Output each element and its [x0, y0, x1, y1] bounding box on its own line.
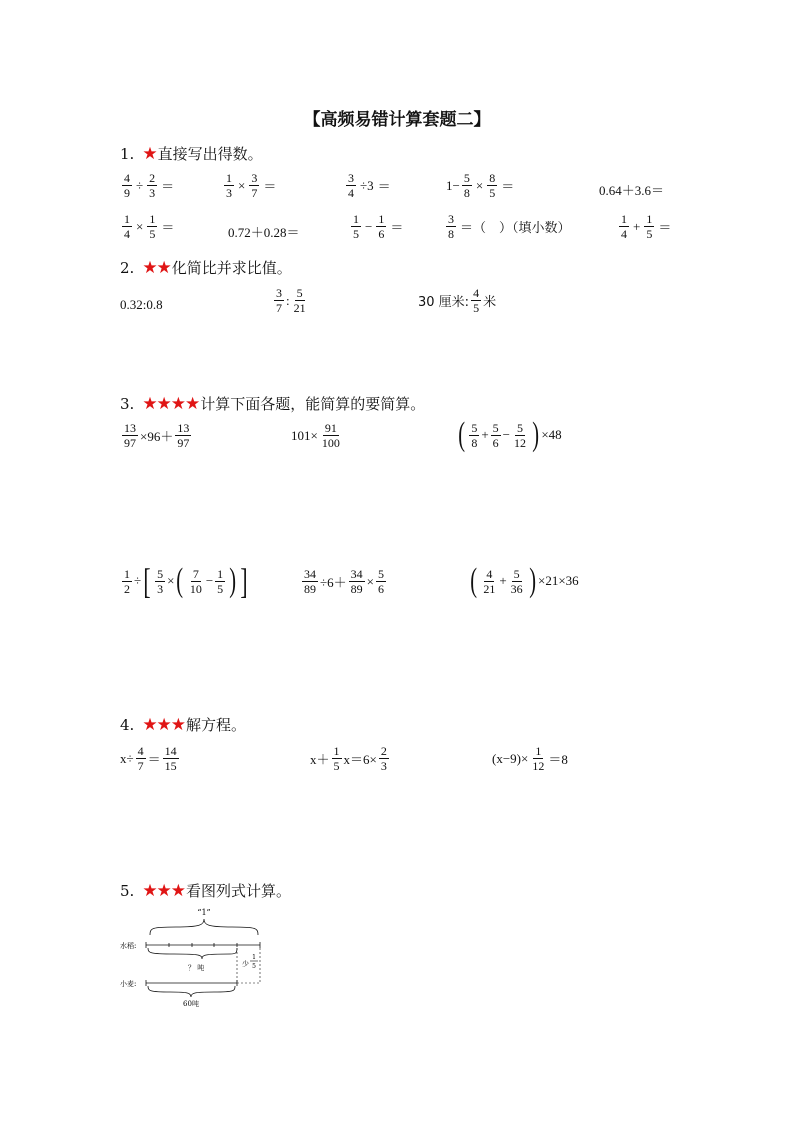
difficulty-stars: ★★ [142, 257, 171, 278]
equation-4-1: x÷ $\frac{4}{7}$ ＝ $\frac{14}{15}$ [120, 744, 177, 773]
wheat-label: 小麦: [120, 980, 137, 988]
calc-3-5: $\frac{34}{89}$ ÷6＋ $\frac{34}{89}$ × $\frac{5}{6}$ [304, 567, 384, 596]
section-number: 2. [120, 258, 135, 277]
section-instruction: 直接写出得数。 [157, 145, 263, 163]
calc-3-4: $\frac{1}{2}$ ÷ [ $\frac{5}{3}$ × ( $\frac{7}{10}$ − $\frac{1}{5}$ ) ] [124, 561, 249, 601]
problem-1-1: $\frac{4}{9}$ ÷ $\frac{2}{3}$ ＝ [124, 171, 175, 200]
line-segment-diagram [118, 903, 278, 1013]
rice-part-brace [148, 948, 237, 959]
ratio-2: $\frac{3}{7}$ : $\frac{5}{21}$ [276, 286, 306, 315]
problem-1-4: 1− $\frac{5}{8}$ × $\frac{8}{5}$ ＝ [446, 171, 515, 200]
section-2-heading [120, 257, 292, 278]
less-label: 少 [242, 960, 249, 968]
problem-1-8: $\frac{1}{5}$ − $\frac{1}{6}$ ＝ [353, 212, 404, 241]
less-fraction-numerator: 1 [252, 954, 256, 961]
calc-3-6: ( $\frac{4}{21}$ + $\frac{5}{36}$ ) ×21×36 [470, 562, 579, 599]
rice-label: 水稻: [120, 942, 137, 950]
section-instruction: 看图列式计算。 [186, 882, 292, 900]
problem-1-2: $\frac{1}{3}$ × $\frac{3}{7}$ ＝ [226, 171, 277, 200]
section-number: 4. [120, 715, 135, 734]
section-number: 5. [120, 881, 135, 900]
problem-1-9: $\frac{3}{8}$ ＝（ ）（填小数） [448, 212, 571, 241]
unknown-label: ？ 吨 [188, 964, 205, 972]
section-instruction: 计算下面各题，能简算的要简算。 [200, 395, 426, 413]
problem-1-7: 0.72＋0.28＝ [228, 225, 300, 240]
whole-label: “1” [197, 908, 211, 917]
difficulty-stars: ★★★★ [142, 393, 200, 414]
difficulty-stars: ★ [142, 143, 157, 164]
problem-1-6: $\frac{1}{4}$ × $\frac{1}{5}$ ＝ [124, 212, 175, 241]
problem-1-5: 0.64＋3.6＝ [599, 183, 665, 198]
problem-1-3: $\frac{3}{4}$ ÷3 ＝ [348, 171, 391, 200]
wheat-amount-label: 60吨 [183, 1000, 199, 1008]
top-brace [150, 919, 258, 935]
ratio-1: 0.32:0.8 [120, 297, 163, 312]
page-title: 【高频易错计算套题二】 [303, 110, 491, 130]
difficulty-stars: ★★★ [142, 714, 186, 735]
wheat-brace [148, 986, 235, 997]
section-number: 3. [120, 394, 135, 413]
ratio-3: 30 厘米: $\frac{4}{5}$ 米 [418, 286, 497, 315]
section-5-heading [120, 880, 291, 901]
section-instruction: 解方程。 [186, 716, 247, 734]
equation-4-3: (x−9)× $\frac{1}{12}$ ＝8 [492, 744, 568, 773]
calc-3-1: $\frac{13}{97}$ ×96＋ $\frac{13}{97}$ [124, 421, 190, 450]
section-1-heading [120, 143, 263, 164]
calc-3-3: ( $\frac{5}{8}$ + $\frac{5}{6}$ − $\frac{5}{12}$ ) ×48 [458, 416, 562, 453]
section-3-heading [120, 393, 425, 414]
section-number: 1. [120, 144, 135, 163]
equation-4-2: x＋ $\frac{1}{5}$ x＝6× $\frac{2}{3}$ [310, 744, 387, 773]
difficulty-stars: ★★★ [142, 880, 186, 901]
section-instruction: 化简比并求比值。 [171, 259, 292, 277]
problem-1-10: $\frac{1}{4}$ + $\frac{1}{5}$ ＝ [621, 212, 672, 241]
section-4-heading [120, 714, 246, 735]
calc-3-2: 101× $\frac{91}{100}$ [291, 421, 340, 450]
less-fraction-denominator: 5 [252, 963, 256, 970]
